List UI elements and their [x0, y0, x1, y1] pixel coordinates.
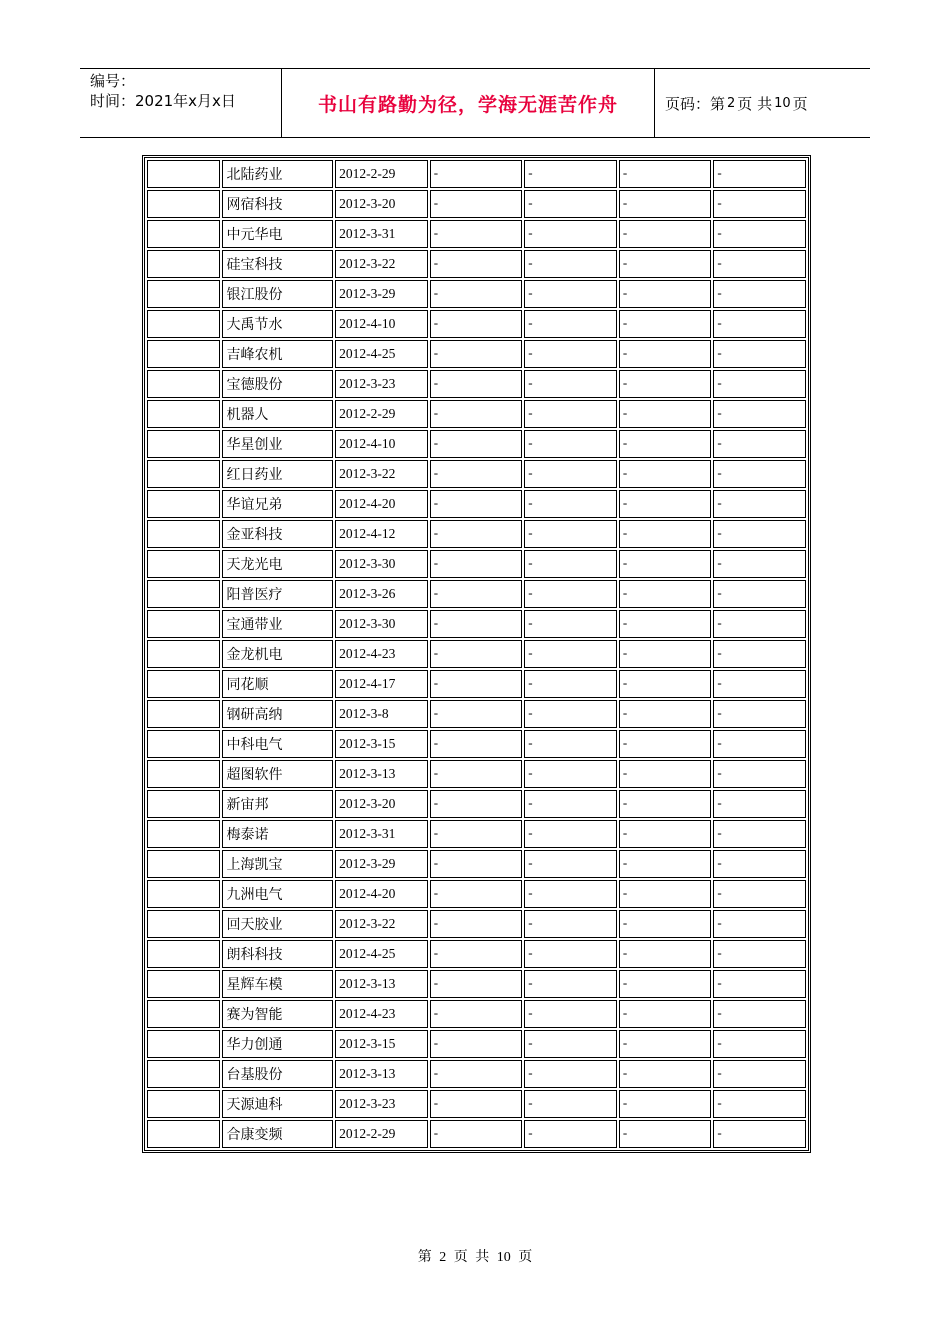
- date-cell: 2012-2-29: [335, 1120, 428, 1148]
- dash-cell: -: [524, 220, 617, 248]
- table-row: [147, 1120, 806, 1148]
- company-name-cell: 朗科科技: [222, 940, 333, 968]
- dash-cell: -: [619, 730, 712, 758]
- dash-cell: -: [524, 550, 617, 578]
- dash-cell: -: [713, 850, 806, 878]
- dash-cell: -: [619, 640, 712, 668]
- dash-cell: -: [430, 520, 523, 548]
- company-name-cell: 银江股份: [222, 280, 333, 308]
- footer-current: 2: [439, 1250, 447, 1265]
- table-row: [147, 790, 806, 818]
- dash-cell: -: [713, 310, 806, 338]
- dash-cell: -: [430, 1120, 523, 1148]
- dash-cell: -: [713, 550, 806, 578]
- dash-cell: -: [430, 580, 523, 608]
- table-row: [147, 280, 806, 308]
- page-suffix: 页: [792, 94, 808, 113]
- date-cell: 2012-3-23: [335, 370, 428, 398]
- empty-cell: [147, 760, 220, 788]
- dash-cell: -: [430, 820, 523, 848]
- empty-cell: [147, 1090, 220, 1118]
- table-row: [147, 970, 806, 998]
- empty-cell: [147, 400, 220, 428]
- dash-cell: -: [430, 310, 523, 338]
- date-cell: 2012-4-10: [335, 430, 428, 458]
- header-page-info: [655, 69, 870, 137]
- table-row: [147, 580, 806, 608]
- table-row: [147, 310, 806, 338]
- date-cell: 2012-4-25: [335, 940, 428, 968]
- company-name-cell: 钢研高纳: [222, 700, 333, 728]
- dash-cell: -: [713, 520, 806, 548]
- date-cell: 2012-4-20: [335, 490, 428, 518]
- company-name-cell: 华谊兄弟: [222, 490, 333, 518]
- company-name-cell: 台基股份: [222, 1060, 333, 1088]
- footer-prefix: 第: [417, 1250, 432, 1265]
- dash-cell: -: [524, 700, 617, 728]
- company-name-cell: 宝德股份: [222, 370, 333, 398]
- company-name-cell: 机器人: [222, 400, 333, 428]
- empty-cell: [147, 1030, 220, 1058]
- header-meta: [80, 69, 282, 137]
- dash-cell: -: [430, 550, 523, 578]
- dash-cell: -: [619, 1090, 712, 1118]
- dash-cell: -: [430, 400, 523, 428]
- dash-cell: -: [430, 460, 523, 488]
- dash-cell: -: [524, 460, 617, 488]
- date-cell: 2012-3-20: [335, 790, 428, 818]
- date-cell: 2012-4-23: [335, 640, 428, 668]
- dash-cell: -: [713, 400, 806, 428]
- dash-cell: -: [430, 430, 523, 458]
- company-name-cell: 华力创通: [222, 1030, 333, 1058]
- empty-cell: [147, 1060, 220, 1088]
- dash-cell: -: [430, 610, 523, 638]
- dash-cell: -: [524, 820, 617, 848]
- date-cell: 2012-3-22: [335, 910, 428, 938]
- dash-cell: -: [619, 160, 712, 188]
- table-row: [147, 250, 806, 278]
- date-cell: 2012-3-15: [335, 730, 428, 758]
- stock-table: [144, 157, 809, 1151]
- footer-total: 10: [496, 1250, 511, 1265]
- table-row: [147, 430, 806, 458]
- table-row: [147, 730, 806, 758]
- dash-cell: -: [524, 790, 617, 818]
- page-current: 2: [727, 95, 736, 111]
- company-name-cell: 合康变频: [222, 1120, 333, 1148]
- header-motto: 书山有路勤为径，学海无涯苦作舟: [282, 69, 655, 137]
- dash-cell: -: [713, 1000, 806, 1028]
- dash-cell: -: [713, 1060, 806, 1088]
- date-cell: 2012-3-13: [335, 1060, 428, 1088]
- dash-cell: -: [713, 640, 806, 668]
- dash-cell: -: [524, 520, 617, 548]
- empty-cell: [147, 220, 220, 248]
- dash-cell: -: [619, 820, 712, 848]
- company-name-cell: 网宿科技: [222, 190, 333, 218]
- dash-cell: -: [713, 340, 806, 368]
- page-header: [80, 68, 870, 138]
- company-name-cell: 新宙邦: [222, 790, 333, 818]
- date-cell: 2012-3-29: [335, 850, 428, 878]
- dash-cell: -: [430, 280, 523, 308]
- footer-mid: 页 共: [453, 1250, 490, 1265]
- table-row: [147, 700, 806, 728]
- table-row: [147, 940, 806, 968]
- empty-cell: [147, 310, 220, 338]
- dash-cell: -: [524, 760, 617, 788]
- company-name-cell: 同花顺: [222, 670, 333, 698]
- dash-cell: -: [619, 280, 712, 308]
- empty-cell: [147, 670, 220, 698]
- empty-cell: [147, 160, 220, 188]
- dash-cell: -: [430, 700, 523, 728]
- empty-cell: [147, 250, 220, 278]
- dash-cell: -: [430, 1090, 523, 1118]
- dash-cell: -: [619, 370, 712, 398]
- company-name-cell: 上海凯宝: [222, 850, 333, 878]
- empty-cell: [147, 430, 220, 458]
- table-row: [147, 490, 806, 518]
- dash-cell: -: [619, 970, 712, 998]
- dash-cell: -: [524, 910, 617, 938]
- dash-cell: -: [524, 670, 617, 698]
- stock-table-body: [147, 160, 806, 1148]
- dash-cell: -: [524, 400, 617, 428]
- empty-cell: [147, 460, 220, 488]
- table-row: [147, 820, 806, 848]
- table-row: [147, 850, 806, 878]
- time-label: 时间：2021年x月x日: [90, 92, 236, 110]
- dash-cell: -: [619, 190, 712, 218]
- dash-cell: -: [430, 970, 523, 998]
- dash-cell: -: [713, 790, 806, 818]
- date-cell: 2012-4-23: [335, 1000, 428, 1028]
- date-cell: 2012-3-13: [335, 970, 428, 998]
- dash-cell: -: [619, 760, 712, 788]
- empty-cell: [147, 340, 220, 368]
- dash-cell: -: [713, 910, 806, 938]
- dash-cell: -: [430, 790, 523, 818]
- dash-cell: -: [524, 370, 617, 398]
- dash-cell: -: [430, 160, 523, 188]
- dash-cell: -: [430, 1030, 523, 1058]
- date-cell: 2012-3-8: [335, 700, 428, 728]
- dash-cell: -: [619, 310, 712, 338]
- dash-cell: -: [524, 940, 617, 968]
- empty-cell: [147, 610, 220, 638]
- date-cell: 2012-3-31: [335, 820, 428, 848]
- empty-cell: [147, 190, 220, 218]
- table-row: [147, 910, 806, 938]
- table-row: [147, 1000, 806, 1028]
- dash-cell: -: [713, 700, 806, 728]
- dash-cell: -: [619, 340, 712, 368]
- company-name-cell: 中科电气: [222, 730, 333, 758]
- footer-suffix: 页: [518, 1250, 533, 1265]
- dash-cell: -: [713, 460, 806, 488]
- page-total: 10: [774, 95, 791, 111]
- table-row: [147, 190, 806, 218]
- table-row: [147, 880, 806, 908]
- dash-cell: -: [524, 190, 617, 218]
- dash-cell: -: [619, 790, 712, 818]
- company-name-cell: 金亚科技: [222, 520, 333, 548]
- dash-cell: -: [713, 1030, 806, 1058]
- dash-cell: -: [430, 370, 523, 398]
- dash-cell: -: [619, 880, 712, 908]
- empty-cell: [147, 1000, 220, 1028]
- table-row: [147, 640, 806, 668]
- dash-cell: -: [524, 880, 617, 908]
- dash-cell: -: [524, 310, 617, 338]
- dash-cell: -: [713, 430, 806, 458]
- dash-cell: -: [524, 340, 617, 368]
- empty-cell: [147, 280, 220, 308]
- company-name-cell: 红日药业: [222, 460, 333, 488]
- date-cell: 2012-3-23: [335, 1090, 428, 1118]
- company-name-cell: 超图软件: [222, 760, 333, 788]
- empty-cell: [147, 940, 220, 968]
- dash-cell: -: [619, 610, 712, 638]
- company-name-cell: 北陆药业: [222, 160, 333, 188]
- dash-cell: -: [524, 430, 617, 458]
- dash-cell: -: [524, 610, 617, 638]
- dash-cell: -: [430, 940, 523, 968]
- company-name-cell: 星辉车模: [222, 970, 333, 998]
- dash-cell: -: [619, 550, 712, 578]
- empty-cell: [147, 640, 220, 668]
- dash-cell: -: [713, 610, 806, 638]
- empty-cell: [147, 520, 220, 548]
- dash-cell: -: [524, 160, 617, 188]
- company-name-cell: 回天胶业: [222, 910, 333, 938]
- dash-cell: -: [713, 250, 806, 278]
- company-name-cell: 九洲电气: [222, 880, 333, 908]
- company-name-cell: 大禹节水: [222, 310, 333, 338]
- date-cell: 2012-3-22: [335, 250, 428, 278]
- dash-cell: -: [713, 160, 806, 188]
- company-name-cell: 天龙光电: [222, 550, 333, 578]
- dash-cell: -: [524, 1000, 617, 1028]
- dash-cell: -: [619, 580, 712, 608]
- dash-cell: -: [713, 490, 806, 518]
- table-row: [147, 1090, 806, 1118]
- dash-cell: -: [713, 220, 806, 248]
- company-name-cell: 天源迪科: [222, 1090, 333, 1118]
- date-cell: 2012-3-26: [335, 580, 428, 608]
- dash-cell: -: [430, 190, 523, 218]
- page-prefix: 页码：第: [665, 94, 726, 113]
- dash-cell: -: [524, 850, 617, 878]
- dash-cell: -: [713, 580, 806, 608]
- dash-cell: -: [430, 850, 523, 878]
- dash-cell: -: [524, 580, 617, 608]
- empty-cell: [147, 730, 220, 758]
- company-name-cell: 宝通带业: [222, 610, 333, 638]
- dash-cell: -: [619, 670, 712, 698]
- dash-cell: -: [713, 190, 806, 218]
- date-cell: 2012-3-30: [335, 610, 428, 638]
- dash-cell: -: [713, 670, 806, 698]
- dash-cell: -: [619, 910, 712, 938]
- company-name-cell: 金龙机电: [222, 640, 333, 668]
- dash-cell: -: [619, 400, 712, 428]
- dash-cell: -: [713, 970, 806, 998]
- date-cell: 2012-3-15: [335, 1030, 428, 1058]
- table-row: [147, 400, 806, 428]
- dash-cell: -: [619, 1030, 712, 1058]
- company-name-cell: 赛为智能: [222, 1000, 333, 1028]
- dash-cell: -: [713, 880, 806, 908]
- dash-cell: -: [619, 490, 712, 518]
- date-cell: 2012-3-22: [335, 460, 428, 488]
- dash-cell: -: [524, 970, 617, 998]
- dash-cell: -: [524, 640, 617, 668]
- empty-cell: [147, 970, 220, 998]
- date-cell: 2012-3-31: [335, 220, 428, 248]
- empty-cell: [147, 880, 220, 908]
- dash-cell: -: [713, 730, 806, 758]
- empty-cell: [147, 490, 220, 518]
- dash-cell: -: [524, 1120, 617, 1148]
- company-name-cell: 硅宝科技: [222, 250, 333, 278]
- company-name-cell: 华星创业: [222, 430, 333, 458]
- table-row: [147, 670, 806, 698]
- empty-cell: [147, 700, 220, 728]
- table-row: [147, 1030, 806, 1058]
- date-cell: 2012-4-12: [335, 520, 428, 548]
- dash-cell: -: [713, 820, 806, 848]
- dash-cell: -: [619, 250, 712, 278]
- table-row: [147, 460, 806, 488]
- dash-cell: -: [619, 430, 712, 458]
- dash-cell: -: [430, 1060, 523, 1088]
- dash-cell: -: [713, 760, 806, 788]
- dash-cell: -: [430, 760, 523, 788]
- empty-cell: [147, 910, 220, 938]
- dash-cell: -: [713, 280, 806, 308]
- dash-cell: -: [524, 280, 617, 308]
- dash-cell: -: [619, 460, 712, 488]
- empty-cell: [147, 850, 220, 878]
- empty-cell: [147, 580, 220, 608]
- date-cell: 2012-3-13: [335, 760, 428, 788]
- dash-cell: -: [713, 1120, 806, 1148]
- dash-cell: -: [619, 700, 712, 728]
- date-cell: 2012-4-20: [335, 880, 428, 908]
- company-name-cell: 吉峰农机: [222, 340, 333, 368]
- empty-cell: [147, 1120, 220, 1148]
- table-row: [147, 220, 806, 248]
- dash-cell: -: [430, 220, 523, 248]
- empty-cell: [147, 820, 220, 848]
- company-name-cell: 梅泰诺: [222, 820, 333, 848]
- dash-cell: -: [713, 370, 806, 398]
- dash-cell: -: [713, 940, 806, 968]
- table-row: [147, 550, 806, 578]
- dash-cell: -: [430, 490, 523, 518]
- dash-cell: -: [430, 640, 523, 668]
- page-footer: [0, 1246, 950, 1266]
- dash-cell: -: [619, 1000, 712, 1028]
- date-cell: 2012-4-25: [335, 340, 428, 368]
- dash-cell: -: [524, 1060, 617, 1088]
- number-label: 编号：: [90, 72, 136, 90]
- dash-cell: -: [430, 880, 523, 908]
- dash-cell: -: [524, 490, 617, 518]
- date-cell: 2012-4-10: [335, 310, 428, 338]
- dash-cell: -: [619, 520, 712, 548]
- empty-cell: [147, 370, 220, 398]
- empty-cell: [147, 550, 220, 578]
- table-row: [147, 610, 806, 638]
- dash-cell: -: [430, 910, 523, 938]
- table-row: [147, 760, 806, 788]
- empty-cell: [147, 790, 220, 818]
- dash-cell: -: [430, 730, 523, 758]
- table-row: [147, 520, 806, 548]
- dash-cell: -: [619, 1060, 712, 1088]
- date-cell: 2012-3-30: [335, 550, 428, 578]
- dash-cell: -: [524, 730, 617, 758]
- dash-cell: -: [430, 340, 523, 368]
- dash-cell: -: [619, 940, 712, 968]
- dash-cell: -: [524, 1090, 617, 1118]
- dash-cell: -: [430, 250, 523, 278]
- date-cell: 2012-4-17: [335, 670, 428, 698]
- dash-cell: -: [619, 1120, 712, 1148]
- date-cell: 2012-2-29: [335, 160, 428, 188]
- table-row: [147, 370, 806, 398]
- date-cell: 2012-3-29: [335, 280, 428, 308]
- page-mid: 页 共: [737, 94, 773, 113]
- date-cell: 2012-2-29: [335, 400, 428, 428]
- dash-cell: -: [524, 250, 617, 278]
- dash-cell: -: [430, 1000, 523, 1028]
- date-cell: 2012-3-20: [335, 190, 428, 218]
- table-row: [147, 340, 806, 368]
- company-name-cell: 中元华电: [222, 220, 333, 248]
- dash-cell: -: [713, 1090, 806, 1118]
- dash-cell: -: [619, 850, 712, 878]
- dash-cell: -: [430, 670, 523, 698]
- dash-cell: -: [619, 220, 712, 248]
- table-row: [147, 160, 806, 188]
- table-row: [147, 1060, 806, 1088]
- company-name-cell: 阳普医疗: [222, 580, 333, 608]
- dash-cell: -: [524, 1030, 617, 1058]
